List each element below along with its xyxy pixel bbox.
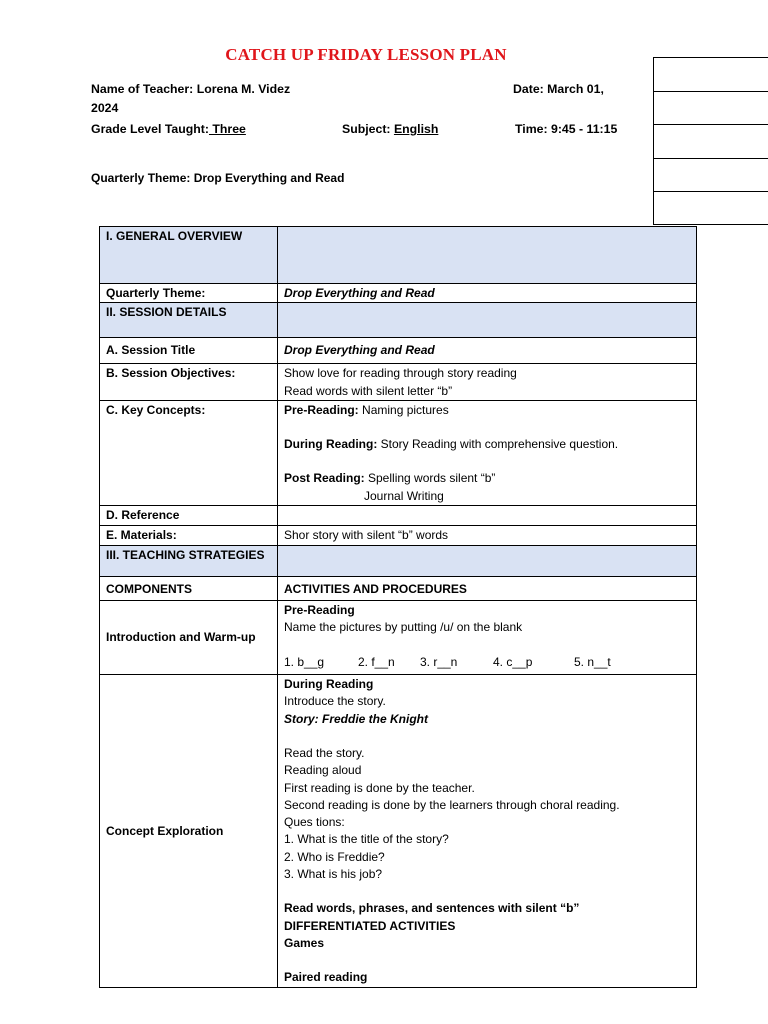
intro-instruction: Name the pictures by putting /u/ on the blank xyxy=(284,620,523,635)
subject-label: Subject: xyxy=(342,122,391,136)
document-title: CATCH UP FRIDAY LESSON PLAN xyxy=(225,45,507,64)
materials-label: E. Materials: xyxy=(100,526,278,546)
components-header: COMPONENTS xyxy=(100,577,278,601)
general-overview-cell xyxy=(278,227,697,284)
time-value: 9:45 - 11:15 xyxy=(551,122,618,136)
quarterly-theme-label: Quarterly Theme: xyxy=(100,284,278,303)
side-box xyxy=(654,192,768,226)
table-row xyxy=(100,601,697,675)
post-reading-value: Spelling words silent “b” xyxy=(364,471,496,486)
objectives-label: B. Session Objectives: xyxy=(100,364,278,401)
concept-read-words: Read words, phrases, and sentences with silent “b” xyxy=(284,901,580,916)
activities-header: ACTIVITIES AND PROCEDURES xyxy=(278,577,697,601)
intro-heading: Pre-Reading xyxy=(284,603,355,618)
concept-label: Concept Exploration xyxy=(100,675,278,987)
intro-items xyxy=(284,654,690,671)
theme-value: Drop Everything and Read xyxy=(193,171,345,185)
objective-item: Show love for reading through story reading xyxy=(284,366,517,381)
quarterly-theme-value: Drop Everything and Read xyxy=(278,284,697,303)
table-row xyxy=(100,675,697,987)
key-concepts-label: C. Key Concepts: xyxy=(100,400,278,505)
table-row xyxy=(100,400,697,505)
date-value: March 01, xyxy=(547,82,604,96)
materials-value: Shor story with silent “b” words xyxy=(278,526,697,546)
side-box xyxy=(654,159,768,193)
general-overview-heading: I. GENERAL OVERVIEW xyxy=(100,227,278,284)
side-boxes xyxy=(653,57,768,225)
grade-value: Three xyxy=(208,122,246,136)
key-concepts-cell xyxy=(278,400,697,505)
concept-line: 1. What is the title of the story? xyxy=(284,832,449,847)
table-row xyxy=(100,303,697,338)
year: 2024 xyxy=(91,101,119,115)
time-line xyxy=(515,120,617,138)
pre-reading-value: Naming pictures xyxy=(358,402,449,417)
concept-line: 2. Who is Freddie? xyxy=(284,849,385,864)
concept-differentiated: DIFFERENTIATED ACTIVITIES xyxy=(284,918,456,933)
pre-reading-label: Pre-Reading: xyxy=(284,402,359,417)
table-row xyxy=(100,577,697,601)
teaching-strategies-heading: III. TEACHING STRATEGIES xyxy=(100,546,278,577)
grade-label: Grade Level Taught: xyxy=(91,122,209,136)
date-label: Date: xyxy=(513,82,544,96)
teacher-label: Name of Teacher: xyxy=(91,82,194,96)
session-details-cell xyxy=(278,303,697,338)
subject-line xyxy=(342,120,438,138)
teacher-name: Lorena M. Videz xyxy=(196,82,291,96)
session-details-heading: II. SESSION DETAILS xyxy=(100,303,278,338)
list-item: 2. f__n xyxy=(358,654,395,669)
intro-label: Introduction and Warm-up xyxy=(100,601,278,675)
table-row xyxy=(100,546,697,577)
lesson-plan-table xyxy=(99,226,697,988)
teacher-line xyxy=(91,80,290,98)
concept-cell xyxy=(278,675,697,987)
side-box xyxy=(654,125,768,159)
concept-line: Read the story. xyxy=(284,745,365,760)
session-title-label: A. Session Title xyxy=(100,338,278,364)
session-title-value: Drop Everything and Read xyxy=(278,338,697,364)
during-reading-label: During Reading: xyxy=(284,437,378,452)
concept-line: 3. What is his job? xyxy=(284,867,383,882)
objectives-cell xyxy=(278,364,697,401)
grade-line xyxy=(91,120,246,138)
subject-value: English xyxy=(393,122,439,136)
table-row xyxy=(100,227,697,284)
concept-line: First reading is done by the teacher. xyxy=(284,780,475,795)
theme-line xyxy=(91,169,344,187)
during-reading-value: Story Reading with comprehensive question. xyxy=(377,437,619,452)
table-row xyxy=(100,526,697,546)
time-label: Time: xyxy=(515,122,548,136)
reference-label: D. Reference xyxy=(100,506,278,526)
list-item: 3. r__n xyxy=(420,654,458,669)
post-reading-label: Post Reading: xyxy=(284,471,365,486)
theme-label: Quarterly Theme: xyxy=(91,171,191,185)
date-line xyxy=(513,80,604,98)
concept-heading: During Reading xyxy=(284,677,374,692)
list-item: 4. c__p xyxy=(493,654,533,669)
teaching-strategies-cell xyxy=(278,546,697,577)
concept-line: Ques tions: xyxy=(284,815,345,830)
reference-value xyxy=(278,506,697,526)
intro-cell xyxy=(278,601,697,675)
side-box xyxy=(654,58,768,92)
concept-paired: Paired reading xyxy=(284,970,368,985)
list-item: 5. n__t xyxy=(574,654,611,669)
concept-story: Story: Freddie the Knight xyxy=(284,711,428,726)
table-row xyxy=(100,338,697,364)
table-row xyxy=(100,284,697,303)
concept-games: Games xyxy=(284,935,325,950)
list-item: 1. b__g xyxy=(284,654,325,669)
concept-line: Second reading is done by the learners through choral reading. xyxy=(284,797,620,812)
post-reading-value-2: Journal Writing xyxy=(364,488,444,503)
table-row xyxy=(100,506,697,526)
objective-item: Read words with silent letter “b” xyxy=(284,383,453,398)
side-box xyxy=(654,92,768,126)
table-row xyxy=(100,364,697,401)
concept-line: Reading aloud xyxy=(284,763,362,778)
concept-intro: Introduce the story. xyxy=(284,694,386,709)
